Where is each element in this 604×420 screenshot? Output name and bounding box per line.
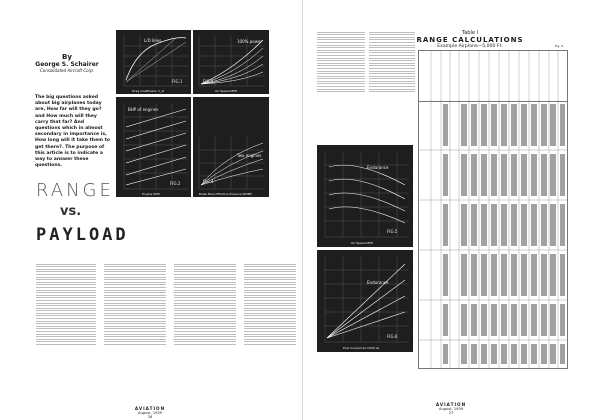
table-label: Table I: [462, 30, 478, 36]
table-header: [418, 50, 568, 102]
byline: [37, 53, 97, 73]
title-range: RANGE: [36, 180, 114, 201]
title-vs: vs.: [60, 204, 82, 219]
table-title: RANGE CALCULATIONS: [416, 36, 524, 44]
figure-3: [193, 30, 269, 94]
right-text-column-1: [317, 30, 365, 94]
left-footer-magazine: AVIATION: [134, 406, 166, 411]
left-footer-date: August, 1939: [137, 411, 162, 415]
fig1-xaxis: Drag Coefficient, C_D: [132, 89, 165, 93]
right-footer-magazine: AVIATION: [435, 402, 467, 407]
author-affiliation: Consolidated Aircraft Corp.: [39, 68, 95, 73]
fig5-xaxis: Air Speed MPH: [351, 241, 374, 245]
fig2-label: FIG.2: [170, 181, 181, 186]
left-footer-page-number: 26: [147, 415, 153, 419]
author-name: George S. Schairer: [35, 61, 99, 68]
figure-4: [193, 97, 269, 197]
right-footer: [421, 402, 481, 415]
fig6-xaxis: Fuel Consumed 1000 Lb.: [343, 346, 381, 350]
fig3-xaxis: Air Speed MPH: [215, 89, 238, 93]
fig6-annotation: Endurance: [367, 280, 389, 285]
figure-1: [116, 30, 191, 94]
body-text-column-2: [104, 262, 166, 347]
fig4-annotation: Two engines: [237, 153, 262, 158]
table-body: [418, 100, 568, 369]
table-title-block: [400, 30, 540, 49]
table-page-ref: Fig. 5: [555, 44, 564, 48]
fig4-label: FIG.4: [203, 179, 214, 184]
fig5-annotation: Endurance: [367, 165, 389, 170]
fig4-xaxis: Brake Mean Effective Pressure (BMEP): [199, 192, 253, 196]
left-footer: [120, 406, 180, 419]
fig5-label: FIG.5: [387, 229, 398, 234]
byline-by: By: [62, 53, 72, 61]
fig6-label: FIG.6: [387, 334, 398, 339]
fig1-label: FIG.1: [172, 79, 183, 84]
table-subtitle: Example Airplane—5,000 Ft.: [437, 44, 503, 49]
fig1-annotation: L/D lines: [144, 38, 162, 43]
fig3-annotation: 100% power: [237, 39, 263, 44]
fig2-annotation: BHP of engines: [128, 107, 159, 112]
body-text-column-1: [36, 262, 96, 347]
figure-2: [116, 97, 191, 197]
figure-6: [317, 250, 413, 352]
fig3-label: FIG.3: [203, 79, 214, 84]
right-footer-page-number: 27: [448, 411, 454, 415]
title-payload: PAYLOAD: [36, 225, 129, 245]
intro-paragraph: The big questions asked about big airplanes today are, How far will they go? and How much will they carry that far? And questions which in almost secondary in importance is, How long will it take them to get there?. The purpose of this article is to indicate a way to answer these questions.: [35, 95, 110, 169]
figure-5: [317, 145, 413, 247]
fig2-xaxis: Engine RPM: [142, 192, 160, 196]
body-text-column-3: [174, 262, 236, 347]
body-text-column-4: [244, 262, 296, 347]
right-footer-date: August, 1939: [438, 407, 463, 411]
